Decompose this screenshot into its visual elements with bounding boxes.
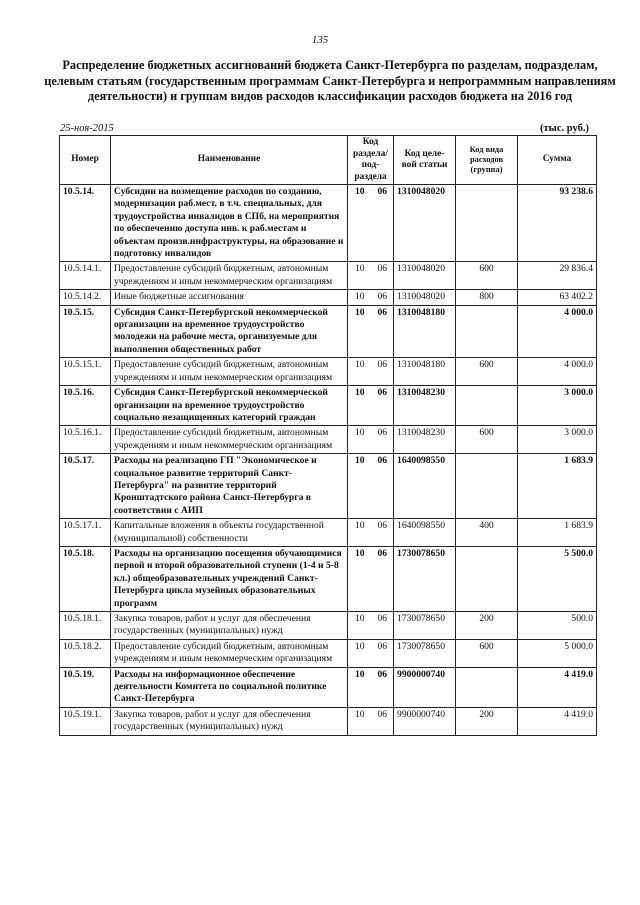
row-number: 10.5.14.1. — [60, 262, 111, 290]
row-expense-type-code: 200 — [456, 707, 518, 735]
row-expense-type-code — [456, 454, 518, 519]
row-expense-type-code — [456, 667, 518, 707]
row-expense-type-code — [456, 546, 518, 611]
row-name: Расходы на реализацию ГП "Экономическое и социальное развитие территорий Санкт-Петербурга" на развитие территорий Кронштадтского района Санкт-Петербурга в соответствии с АИП — [111, 454, 348, 519]
row-number: 10.5.17. — [60, 454, 111, 519]
row-amount: 93 238.6 — [518, 185, 597, 262]
row-name: Закупка товаров, работ и услуг для обеспечения государственных (муниципальных) нужд — [111, 707, 348, 735]
row-section-code: 10 — [348, 707, 372, 735]
table-row — [60, 426, 597, 454]
row-amount: 3 000.0 — [518, 386, 597, 426]
row-number: 10.5.18.1. — [60, 612, 111, 640]
row-name: Капитальные вложения в объекты государственной (муниципальной) собственности — [111, 519, 348, 547]
row-amount: 3 000.0 — [518, 426, 597, 454]
row-expense-type-code — [456, 305, 518, 358]
row-target-code: 9900000740 — [394, 667, 456, 707]
row-section-code: 10 — [348, 639, 372, 667]
row-subsection-code: 06 — [372, 262, 394, 290]
row-subsection-code: 06 — [372, 305, 394, 358]
row-subsection-code: 06 — [372, 358, 394, 386]
row-expense-type-code — [456, 386, 518, 426]
row-name: Субсидия Санкт-Петербургской некоммерческой организации на временное трудоустройство молодежи на рабочие места, организуемые для выполнения общественных работ — [111, 305, 348, 358]
row-name: Предоставление субсидий бюджетным, автономным учреждениям и иным некоммерческим организациям — [111, 426, 348, 454]
row-section-code: 10 — [348, 454, 372, 519]
row-amount: 29 836.4 — [518, 262, 597, 290]
row-number: 10.5.16.1. — [60, 426, 111, 454]
header-section-code: Код раздела/ под- раздела — [348, 136, 394, 185]
row-name: Субсидия Санкт-Петербургской некоммерческой организации на временное трудоустройство социально незащищенных категорий граждан — [111, 386, 348, 426]
row-target-code: 1310048180 — [394, 358, 456, 386]
page-number: 135 — [311, 34, 329, 46]
row-number: 10.5.15.1. — [60, 358, 111, 386]
row-subsection-code: 06 — [372, 185, 394, 262]
table-row — [60, 546, 597, 611]
row-number: 10.5.17.1. — [60, 519, 111, 547]
header-amount: Сумма — [518, 136, 597, 185]
row-number: 10.5.18. — [60, 546, 111, 611]
row-subsection-code: 06 — [372, 546, 394, 611]
row-target-code: 1310048020 — [394, 290, 456, 305]
row-subsection-code: 06 — [372, 667, 394, 707]
row-target-code: 1640098550 — [394, 454, 456, 519]
row-section-code: 10 — [348, 262, 372, 290]
table-row — [60, 305, 597, 358]
row-expense-type-code: 600 — [456, 426, 518, 454]
row-expense-type-code — [456, 185, 518, 262]
table-row — [60, 639, 597, 667]
row-subsection-code: 06 — [372, 612, 394, 640]
row-amount: 4 419.0 — [518, 707, 597, 735]
table-row — [60, 707, 597, 735]
row-subsection-code: 06 — [372, 639, 394, 667]
row-subsection-code: 06 — [372, 426, 394, 454]
table-row — [60, 290, 597, 305]
row-subsection-code: 06 — [372, 290, 394, 305]
row-name: Предоставление субсидий бюджетным, автономным учреждениям и иным некоммерческим организациям — [111, 639, 348, 667]
row-section-code: 10 — [348, 667, 372, 707]
budget-table — [59, 135, 597, 736]
header-number: Номер — [60, 136, 111, 185]
table-body — [60, 185, 597, 736]
table-row — [60, 612, 597, 640]
header-target-code: Код целе- вой статьи — [394, 136, 456, 185]
row-number: 10.5.19. — [60, 667, 111, 707]
row-target-code: 1310048230 — [394, 426, 456, 454]
row-name: Расходы на информационное обеспечение деятельности Комитета по социальной политике Санкт-Петербурга — [111, 667, 348, 707]
row-subsection-code: 06 — [372, 454, 394, 519]
row-target-code: 9900000740 — [394, 707, 456, 735]
row-number: 10.5.14. — [60, 185, 111, 262]
row-amount: 4 419.0 — [518, 667, 597, 707]
row-name: Расходы на организацию посещения обучающимися первой и второй образовательной ступени (1-4 и 5-8 кл.) общеобразовательных учреждений Санкт-Петербурга цикла музейных образовательных программ — [111, 546, 348, 611]
row-expense-type-code: 600 — [456, 358, 518, 386]
row-name: Иные бюджетные ассигнования — [111, 290, 348, 305]
table-row — [60, 519, 597, 547]
row-amount: 5 500.0 — [518, 546, 597, 611]
row-target-code: 1730078650 — [394, 639, 456, 667]
row-section-code: 10 — [348, 290, 372, 305]
row-section-code: 10 — [348, 612, 372, 640]
row-section-code: 10 — [348, 519, 372, 547]
header-name: Наименование — [111, 136, 348, 185]
row-name: Закупка товаров, работ и услуг для обеспечения государственных (муниципальных) нужд — [111, 612, 348, 640]
units-label: (тыс. руб.) — [540, 123, 589, 134]
row-target-code: 1730078650 — [394, 612, 456, 640]
row-expense-type-code: 600 — [456, 262, 518, 290]
row-expense-type-code: 200 — [456, 612, 518, 640]
row-number: 10.5.18.2. — [60, 639, 111, 667]
row-number: 10.5.19.1. — [60, 707, 111, 735]
table-row — [60, 667, 597, 707]
row-amount: 1 683.9 — [518, 519, 597, 547]
row-section-code: 10 — [348, 426, 372, 454]
row-expense-type-code: 400 — [456, 519, 518, 547]
document-title: Распределение бюджетных ассигнований бюджета Санкт-Петербурга по разделам, подразделам, целевым статьям (государственным программам Санкт-Петербурга и непрограммным направлениям деятельности) и группам видов расходов классификации расходов бюджета на 2016 год — [44, 58, 616, 104]
table-header — [60, 136, 597, 185]
table-row — [60, 454, 597, 519]
row-target-code: 1640098550 — [394, 519, 456, 547]
row-section-code: 10 — [348, 305, 372, 358]
row-amount: 4 000.0 — [518, 358, 597, 386]
row-amount: 4 000.0 — [518, 305, 597, 358]
header-expense-type-code: Код вида расходов (группа) — [456, 136, 518, 185]
row-target-code: 1310048020 — [394, 185, 456, 262]
row-amount: 1 683.9 — [518, 454, 597, 519]
row-amount: 500.0 — [518, 612, 597, 640]
row-section-code: 10 — [348, 185, 372, 262]
table-row — [60, 386, 597, 426]
row-number: 10.5.14.2. — [60, 290, 111, 305]
row-section-code: 10 — [348, 386, 372, 426]
document-date: 25-ноя-2015 — [60, 123, 114, 134]
table-row — [60, 185, 597, 262]
row-name: Субсидии на возмещение расходов по созданию, модернизации раб.мест, в т.ч. специальных, для трудоустройства инвалидов в СПб, на мероприятия по обеспечению доступа инв. к раб.местам и объектам произв.инфраструктуры, на образование и подготовку инвалидов — [111, 185, 348, 262]
row-target-code: 1730078650 — [394, 546, 456, 611]
row-expense-type-code: 800 — [456, 290, 518, 305]
row-section-code: 10 — [348, 546, 372, 611]
row-amount: 5 000.0 — [518, 639, 597, 667]
row-target-code: 1310048230 — [394, 386, 456, 426]
row-amount: 63 402.2 — [518, 290, 597, 305]
row-name: Предоставление субсидий бюджетным, автономным учреждениям и иным некоммерческим организациям — [111, 358, 348, 386]
row-subsection-code: 06 — [372, 386, 394, 426]
table-row — [60, 262, 597, 290]
row-subsection-code: 06 — [372, 707, 394, 735]
row-subsection-code: 06 — [372, 519, 394, 547]
row-target-code: 1310048180 — [394, 305, 456, 358]
row-number: 10.5.15. — [60, 305, 111, 358]
row-name: Предоставление субсидий бюджетным, автономным учреждениям и иным некоммерческим организациям — [111, 262, 348, 290]
row-expense-type-code: 600 — [456, 639, 518, 667]
row-section-code: 10 — [348, 358, 372, 386]
table-row — [60, 358, 597, 386]
row-target-code: 1310048020 — [394, 262, 456, 290]
row-number: 10.5.16. — [60, 386, 111, 426]
